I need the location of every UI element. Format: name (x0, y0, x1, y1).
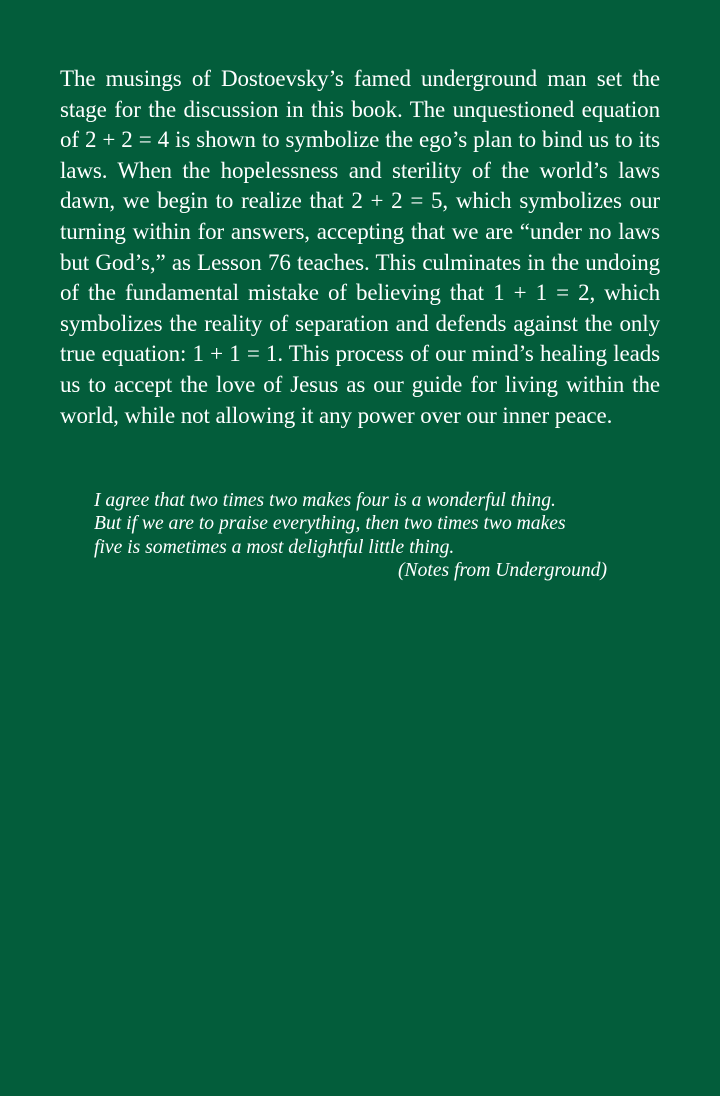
quote-line: I agree that two times two makes four is a wonderful thing. (94, 490, 556, 511)
epigraph-quote (94, 489, 614, 583)
quote-line: But if we are to praise everything, then two times two makes (94, 513, 566, 535)
description-paragraph: The musings of Dostoevsky’s famed underground man set the stage for the discussion in this book. The unquestioned equation of 2 + 2 = 4 is shown to symbolize the ego’s plan to bind us to its laws. When the hopelessness and sterility of the world’s laws dawn, we begin to realize that 2 + 2 = 5, which symbolizes our turning within for answers, accepting that we are “under no laws but God’s,” as Lesson 76 teaches. This culminates in the undoing of the fundamental mistake of believing that 1 + 1 = 2, which symbolizes the reality of separation and defends against the only true equation: 1 + 1 = 1. This process of our mind’s healing leads us to accept the love of Jesus as our guide for living within the world, while not allowing it any power over our inner peace. (60, 66, 660, 428)
quote-line: five is sometimes a most delightful little thing. (94, 536, 455, 558)
quote-source: (Notes from Underground) (398, 560, 607, 582)
